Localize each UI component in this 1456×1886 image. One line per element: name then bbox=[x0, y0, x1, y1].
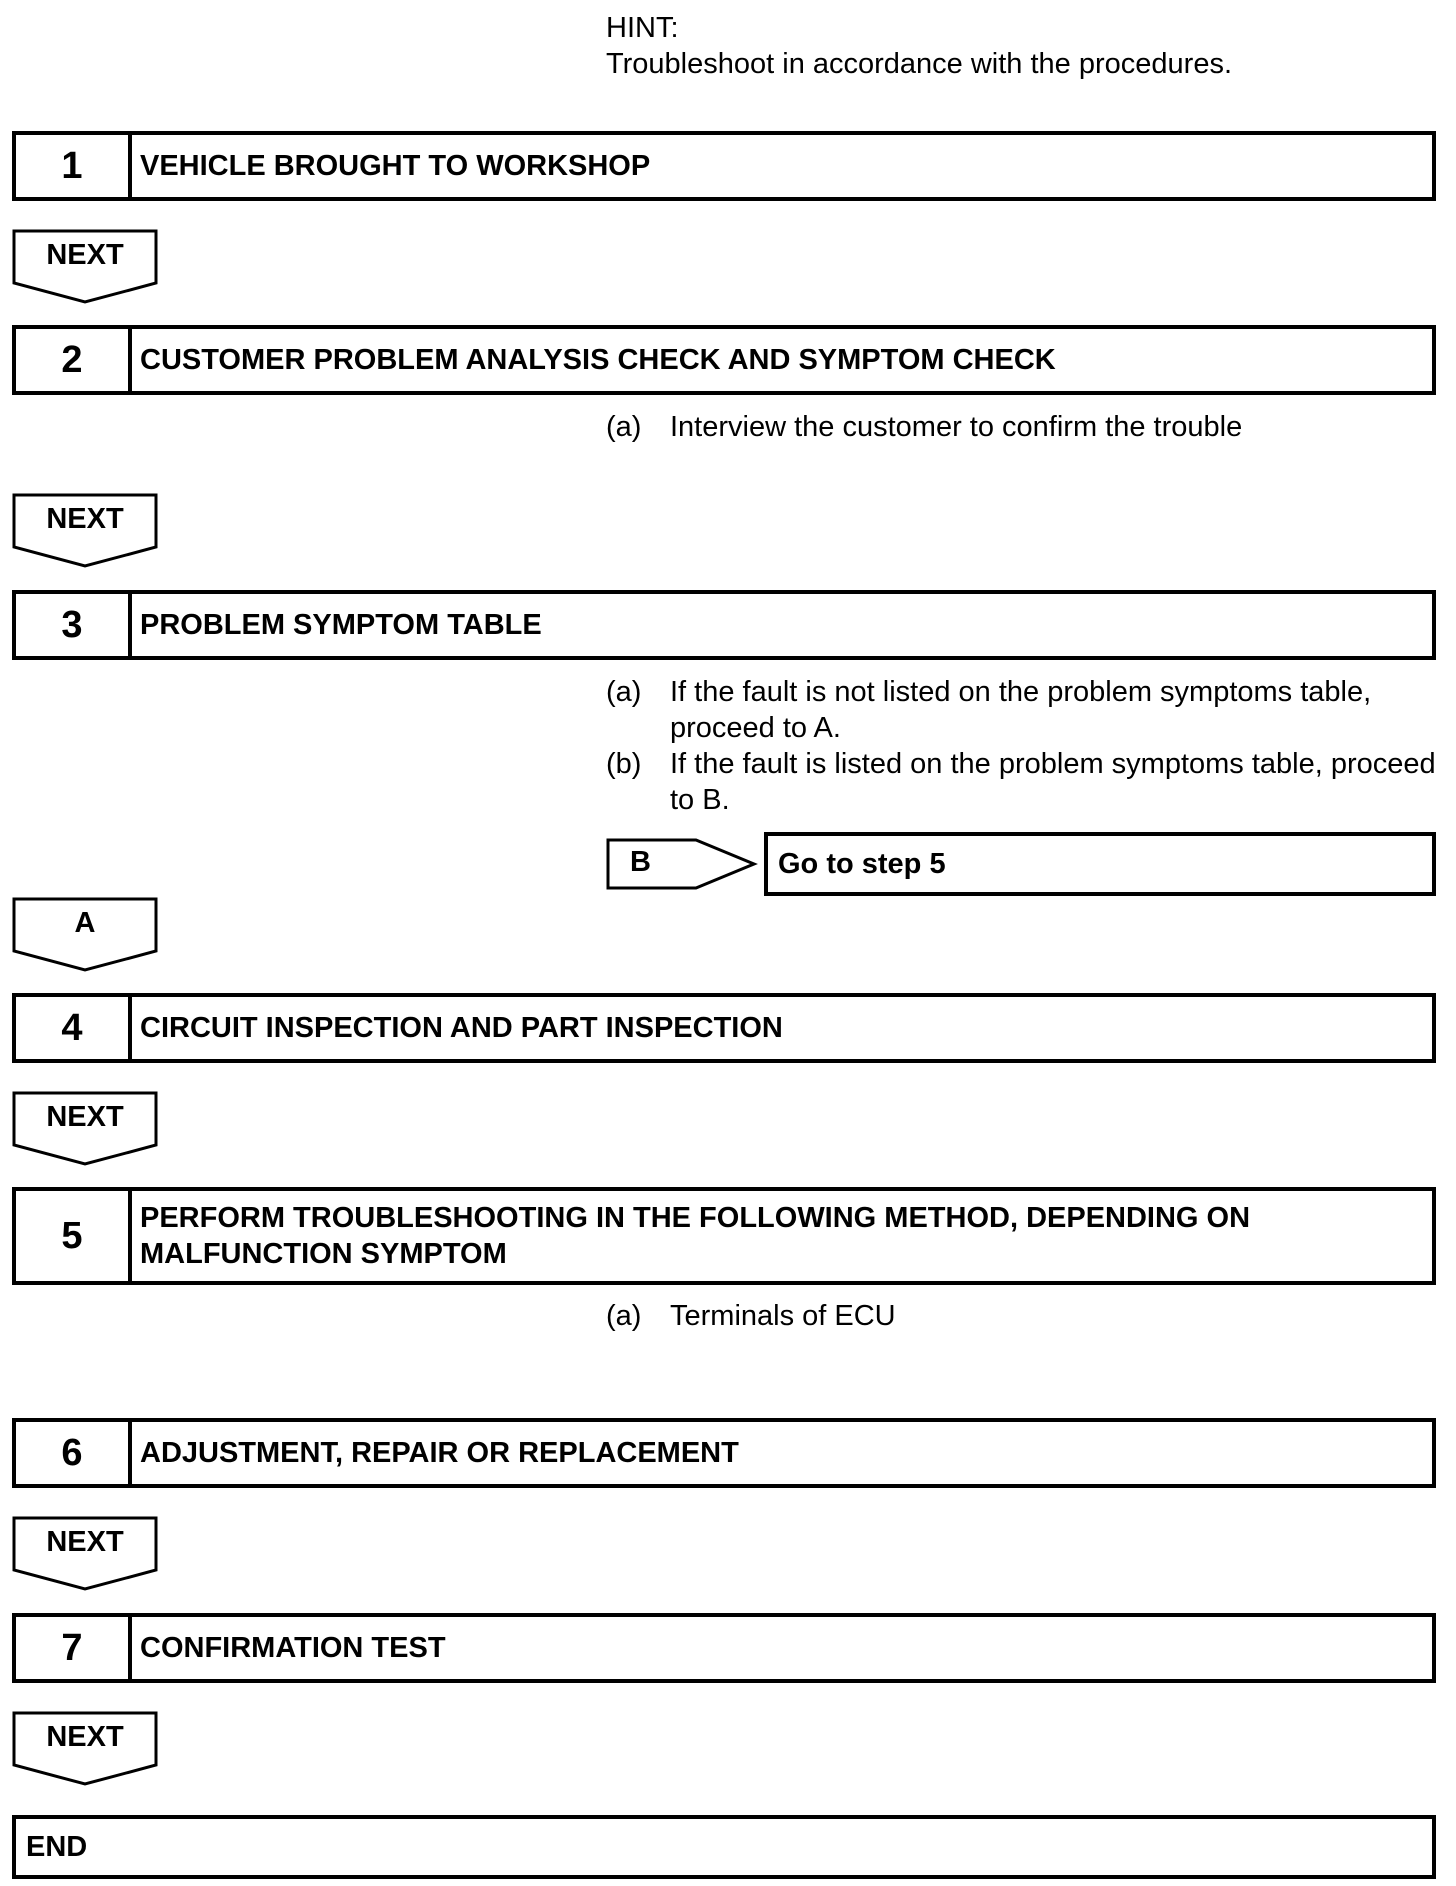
step-7 bbox=[12, 1613, 1436, 1683]
next-arrow bbox=[12, 229, 158, 305]
sub-item-text: If the fault is listed on the problem symptoms table, proceed to B. bbox=[670, 748, 1436, 816]
step-5 bbox=[12, 1187, 1436, 1285]
step-title: CONFIRMATION TEST bbox=[140, 1632, 446, 1664]
step-number: 7 bbox=[16, 1617, 132, 1679]
next-label: NEXT bbox=[46, 1101, 124, 1133]
sub-item-text: Terminals of ECU bbox=[670, 1300, 896, 1332]
step2-sub-item bbox=[606, 409, 1243, 445]
step3-sub-item-b bbox=[606, 746, 1436, 818]
step-title: VEHICLE BROUGHT TO WORKSHOP bbox=[140, 150, 651, 182]
sub-item-text: If the fault is not listed on the problem symptoms table, proceed to A. bbox=[670, 676, 1372, 744]
next-label: NEXT bbox=[46, 239, 124, 271]
step5-sub-item bbox=[606, 1298, 896, 1334]
sub-item-label: (a) bbox=[606, 676, 642, 708]
branch-b-row bbox=[606, 832, 1436, 896]
sub-item-label: (b) bbox=[606, 748, 642, 780]
next-label: NEXT bbox=[46, 1526, 124, 1558]
step3-sub-item-a bbox=[606, 674, 1372, 746]
sub-item-label: (a) bbox=[606, 411, 642, 443]
step-number: 6 bbox=[16, 1422, 132, 1484]
branch-b-target: Go to step 5 bbox=[764, 832, 1436, 896]
next-label: NEXT bbox=[46, 1721, 124, 1753]
sub-item-text: Interview the customer to confirm the trouble bbox=[670, 411, 1243, 443]
step-number: 2 bbox=[16, 329, 132, 391]
step-number: 5 bbox=[16, 1191, 132, 1281]
next-arrow bbox=[12, 493, 158, 569]
next-label: NEXT bbox=[46, 503, 124, 535]
a-arrow bbox=[12, 897, 158, 973]
step-number: 1 bbox=[16, 135, 132, 197]
branch-b-label: B bbox=[630, 846, 651, 878]
step-title: CIRCUIT INSPECTION AND PART INSPECTION bbox=[140, 1012, 783, 1044]
step-6 bbox=[12, 1418, 1436, 1488]
step-4 bbox=[12, 993, 1436, 1063]
hint-text: Troubleshoot in accordance with the procedures. bbox=[606, 48, 1233, 80]
next-arrow bbox=[12, 1516, 158, 1592]
a-label: A bbox=[74, 907, 96, 939]
step-title: CUSTOMER PROBLEM ANALYSIS CHECK AND SYMPTOM CHECK bbox=[140, 344, 1056, 376]
step-3 bbox=[12, 590, 1436, 660]
step-2 bbox=[12, 325, 1436, 395]
step-title: PERFORM TROUBLESHOOTING IN THE FOLLOWING METHOD, DEPENDING ON MALFUNCTION SYMPTOM bbox=[140, 1202, 1251, 1270]
hint-label: HINT: bbox=[606, 12, 679, 44]
step-title: ADJUSTMENT, REPAIR OR REPLACEMENT bbox=[140, 1437, 739, 1469]
end-box bbox=[12, 1815, 1436, 1879]
step-1 bbox=[12, 131, 1436, 201]
end-label: END bbox=[26, 1831, 88, 1863]
next-arrow bbox=[12, 1091, 158, 1167]
step-title: PROBLEM SYMPTOM TABLE bbox=[140, 609, 542, 641]
sub-item-label: (a) bbox=[606, 1300, 642, 1332]
next-arrow bbox=[12, 1711, 158, 1787]
step-number: 4 bbox=[16, 997, 132, 1059]
step-number: 3 bbox=[16, 594, 132, 656]
